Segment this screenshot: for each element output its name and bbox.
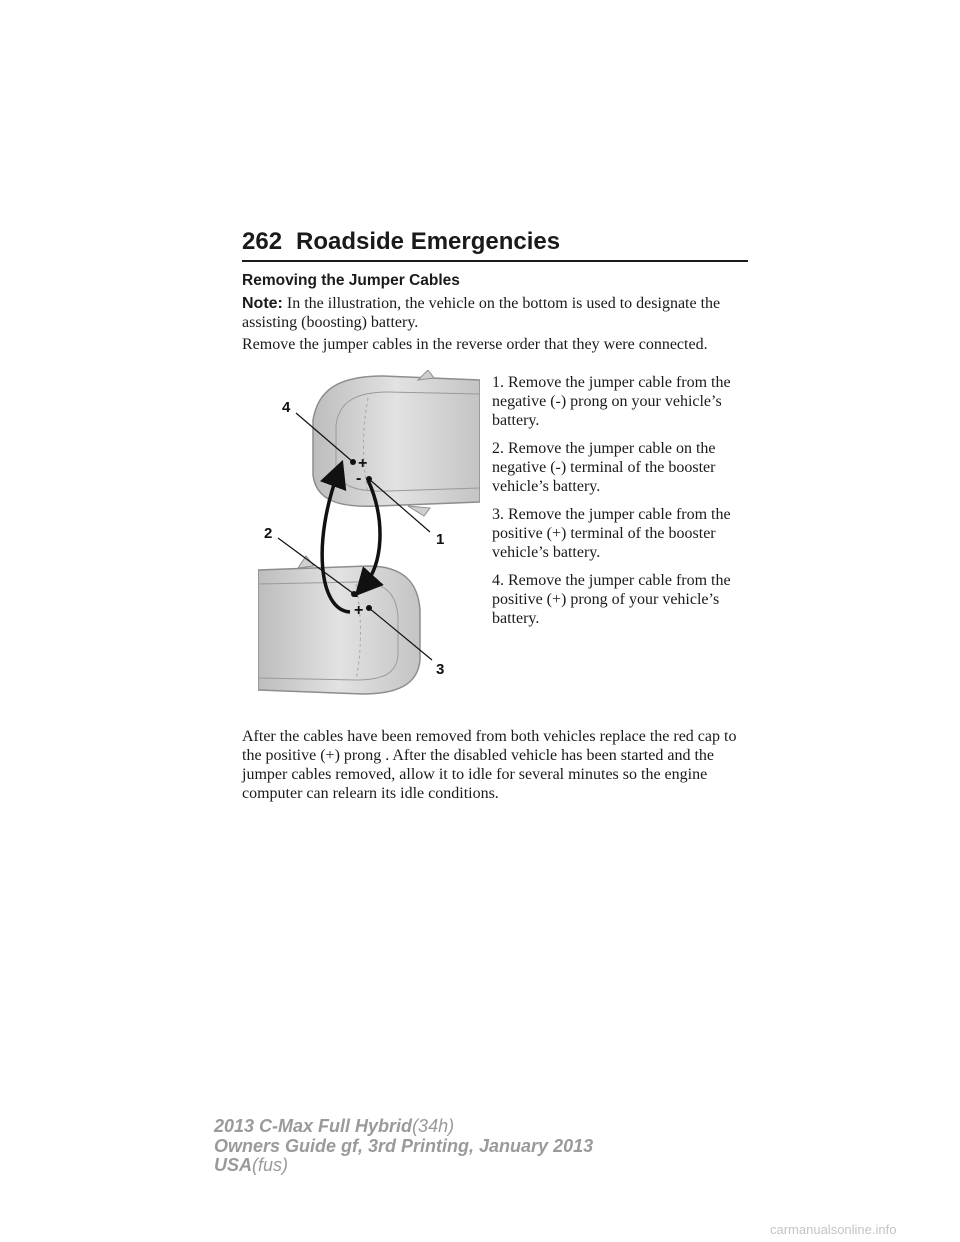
- bottom-vehicle: [258, 556, 420, 694]
- jumper-cable-figure: [258, 370, 480, 700]
- step-item: 2. Remove the jumper cable on the negative (-) terminal of the booster vehicle’s battery.: [492, 440, 716, 495]
- callout-4: 4: [282, 399, 291, 416]
- top-plus-sign: +: [358, 455, 368, 472]
- watermark: carmanualsonline.info: [770, 1222, 897, 1237]
- footer-model-code: (34h): [412, 1116, 455, 1136]
- footer-guide: Owners Guide gf, 3rd Printing, January 2013: [214, 1135, 594, 1156]
- removal-steps-list: [492, 373, 754, 637]
- top-vehicle: [313, 370, 480, 516]
- intro-paragraph: Remove the jumper cables in the reverse order that they were connected.: [242, 336, 708, 353]
- chapter-title: Roadside Emergencies: [296, 228, 561, 255]
- top-minus-sign: -: [356, 470, 362, 487]
- header-rule: [242, 260, 748, 262]
- jumper-cable-illustration: [258, 370, 480, 700]
- callout-1: 1: [436, 531, 445, 548]
- page-number: 262: [242, 228, 283, 255]
- note-text: In the illustration, the vehicle on the bottom is used to designate the assisting (boosting) battery.: [242, 295, 721, 331]
- document-footer: [214, 1117, 593, 1176]
- bottom-minus-sign: -: [353, 587, 359, 604]
- step-item: 3. Remove the jumper cable from the positive (+) terminal of the booster vehicle’s battery.: [492, 506, 731, 561]
- callout-2: 2: [264, 525, 273, 542]
- closing-paragraph: After the cables have been removed from both vehicles replace the red cap to the positive (+) prong . After the disabled vehicle has been started and the jumper cables removed, allow it to idle for several minutes so the engine computer can relearn its idle conditions.: [242, 728, 737, 802]
- step-item: 4. Remove the jumper cable from the positive (+) prong of your vehicle’s battery.: [492, 572, 731, 627]
- footer-model: 2013 C-Max Full Hybrid: [214, 1116, 413, 1136]
- note-paragraph: [242, 294, 752, 332]
- section-heading: Removing the Jumper Cables: [242, 272, 460, 289]
- footer-market-code: (fus): [252, 1155, 289, 1175]
- footer-market: USA: [214, 1155, 253, 1175]
- bottom-plus-sign: +: [354, 602, 364, 619]
- note-label: Note:: [242, 295, 283, 312]
- step-item: 1. Remove the jumper cable from the negative (-) prong on your vehicle’s battery.: [492, 374, 731, 429]
- callout-3: 3: [436, 661, 445, 678]
